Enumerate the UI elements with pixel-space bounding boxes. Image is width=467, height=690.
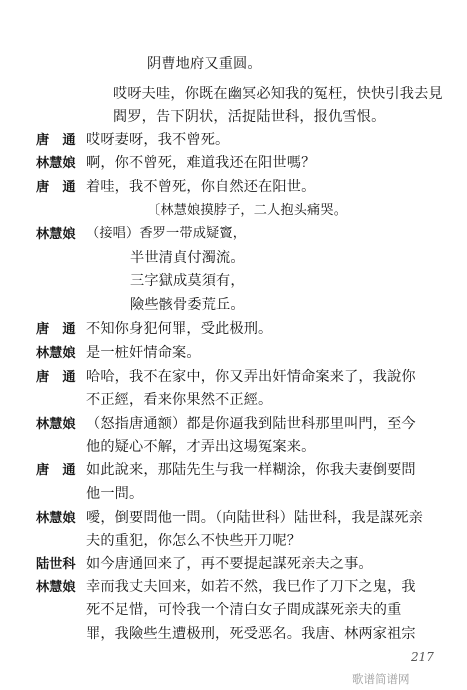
dialogue-line: 如今唐通回来了，再不要提起謀死亲夫之事。 (86, 556, 373, 572)
text-line: 不正經，看来你果然不正經。 (86, 392, 273, 408)
text-line: 哎呀夫哇，你既在幽冥必知我的冤枉，快快引我去見 (113, 86, 443, 102)
text-line: 阴曹地府又重圆。 (147, 56, 262, 72)
dialogue-line: 噯，倒要問他一問。（向陆世科）陆世科，我是謀死亲 (86, 510, 424, 526)
text-line: 三字獄成莫須有， (130, 273, 245, 289)
text-line: 他的疑心不解，才弄出这場冤案来。 (86, 439, 316, 455)
page-number: 217 (411, 650, 434, 664)
text-line: 閻罗，告下阴状，活捉陆世科，报仇雪恨。 (113, 109, 386, 125)
speaker-name: 唐 通 (36, 463, 76, 478)
watermark-text: 歌谱简谱网 (352, 672, 410, 686)
speaker-name: 林慧娘 (36, 156, 76, 171)
text-line: 死不足惜，可怜我一个清白女子間成謀死亲夫的重 (86, 602, 402, 618)
speaker-name: 陆世科 (36, 557, 76, 572)
speaker-name: 林慧娘 (36, 227, 76, 242)
speaker-name: 林慧娘 (36, 580, 76, 595)
speaker-name: 林慧娘 (36, 511, 76, 526)
dialogue-line: （接唱）香罗一带成疑竇， (86, 226, 247, 241)
text-line: 險些骸骨委荒丘。 (130, 297, 245, 313)
dialogue-line: 着哇，我不曾死，你自然还在阳世。 (86, 179, 316, 195)
speaker-name: 唐 通 (36, 322, 76, 337)
dialogue-line: 幸而我丈夫回来，如若不然，我巳作了刀下之鬼，我 (86, 579, 416, 595)
dialogue-line: （怒指唐通额）都是你逼我到陆世科那里叫門，至今 (86, 416, 416, 432)
text-line: 他一問。 (86, 486, 144, 502)
speaker-name: 林慧娘 (36, 346, 76, 361)
dialogue-line: 啊，你不曾死，难道我还在阳世嗎？ (86, 155, 316, 171)
text-line: 〔林慧娘摸脖子，二人抱头痛哭。 (147, 203, 348, 218)
speaker-name: 林慧娘 (36, 417, 76, 432)
dialogue-line: 是一桩奸情命案。 (86, 345, 201, 361)
speaker-name: 唐 通 (36, 370, 76, 385)
speaker-name: 唐 通 (36, 180, 76, 195)
speaker-name: 唐 通 (36, 133, 76, 148)
text-line: 罪，我險些生遭极刑，死受恶名。我唐、林两家祖宗 (86, 626, 416, 642)
dialogue-line: 哈哈，我不在家中，你又弄出奸情命案来了，我說你 (86, 369, 416, 385)
dialogue-line: 不知你身犯何罪，受此极刑。 (86, 321, 273, 337)
dialogue-line: 如此說来，那陆先生与我一样糊涂，你我夫妻倒要問 (86, 462, 416, 478)
text-line: 半世清貞付濁流。 (130, 250, 245, 266)
dialogue-line: 哎呀妻呀，我不曾死。 (86, 132, 230, 148)
text-line: 夫的重犯，你怎么不快些开刀呢？ (86, 533, 302, 549)
